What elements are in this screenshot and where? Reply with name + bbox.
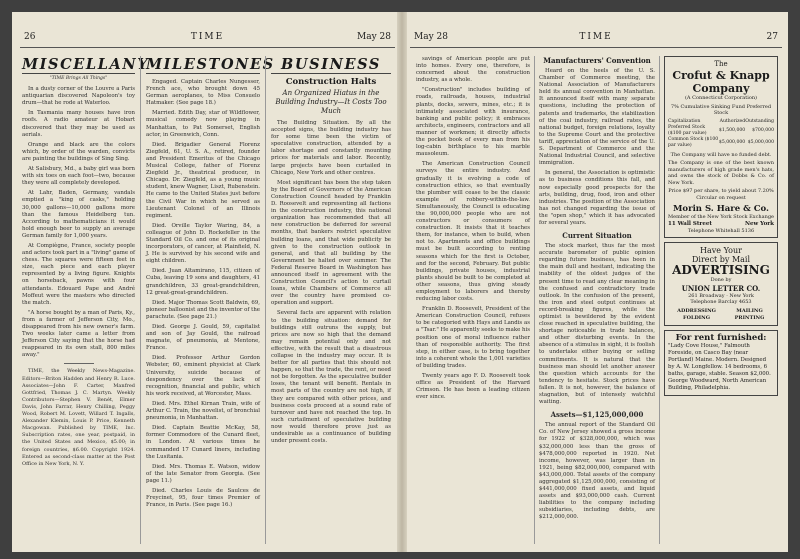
column-rule — [534, 56, 535, 544]
running-head — [20, 32, 395, 46]
table-cell: $5,000,000 — [747, 139, 774, 145]
business-column — [271, 56, 391, 546]
staff-box: TIME, the Weekly News-Magazine. Editors—Briton Hadden and Henry R. Luce. Associates—John F. Carter, Manfred Gottfried, Thomas J. C. Martyn. Weekly Contributors—Stephen V. Benét, Elmer Davis, John Farrar, Henry Chilling, Peggy Wood, Robert M. Lovett, Willard T. Ingalls, Alexander Klemin, Louis P. Price, Kenneth Macgowan. Published by TIME, Inc. Subscription rates, one year, postpaid, in the United States and Mexico, $5.00; in foreign countries, $6.00. Copyright 1924. Entered as second-class matter at the Post Office in New York, N. Y. — [22, 368, 135, 467]
article-paragraph: The Building Situation. By all the accepted signs, the building industry has for some time been the victim of speculative construction, attended by a labor shortage and constantly mounting prices for materials and labor. Recently, large projects have been curtailed in Chicago, New York and other centres. — [271, 120, 391, 176]
business-news-column — [539, 56, 655, 546]
article-paragraph: Orange and black are the colors which, by order of the warden, convicts are painting the buildings of Sing Sing. — [22, 141, 135, 162]
article-paragraph: Heard on the heels of the U. S. Chamber of Commerce meeting, the National Association of Manufacturers held its annual convention in Manhattan. It announced itself with many separate questions, including the protection of patents and trademarks, the stabilization of the coal industry, railroad rates, the national budget, foreign relations, loyalty to the Supreme Court and the protective tariff, appreciation of the service of the U. S. Department of Commerce and the National Industrial Council, and selective immigration. — [539, 68, 655, 167]
article-paragraph: Several facts are apparent with relation to the building situation: demand for buildings still outruns the supply, but prices are now so high that the demand may remain potential only and not effective, with the result that a disastrous collapse in the industry may occur. It is better for all parties that this should not happen, so that the trade, the rent, or need not be forgotten. As the speculative builder loses, the tenant will benefit. Rentals in most parts of the country are not high, if they are compared with other prices, and business costs proceed at a sound rate of turnover and have not reached the top. In such curtailment of speculative building now would therefore prove just as undesirable as a continuance of building under present costs. — [271, 310, 391, 445]
column-rule — [659, 56, 660, 544]
milestones-column — [146, 56, 275, 546]
ad-line: "Lady Cove House," Falmouth Foreside, on Casco Bay (near Portland) Maine. Modern. Designed by A. W. Longfellow. 14 bedrooms, 6 baths, garage, stable. Season $2,000. George Woodward, North American Building, Philadelphia. — [668, 342, 771, 391]
column-rule — [265, 56, 266, 544]
article-headline: Construction Halts — [285, 77, 377, 87]
header-rule — [20, 47, 395, 48]
table-cell: $1,500,000 — [718, 127, 746, 133]
ad-services — [668, 308, 774, 322]
article-paragraph: In general, the Association is optimistic as to business conditions this fall, and now especially good prospects for the arts, building, drug, food, iron and other industries. The position of the Association has not changed regarding the issue of the "open shop," which it has advocated for several years. — [539, 170, 655, 226]
construction-continued-column — [416, 56, 530, 546]
left-page — [20, 12, 395, 552]
table-cell: $5,000,000 — [718, 139, 746, 145]
running-title: TIME — [190, 32, 225, 42]
dept-tagline: "TIME Brings All Things" — [49, 76, 108, 81]
ad-service: MAILING PRINTING — [734, 307, 765, 321]
table-cell: Preferred Stock ($100 par value) — [668, 124, 707, 136]
page-number: 27 — [766, 32, 778, 42]
milestone-entry: Died. Charles Louis de Saulces de Freycinet, 95, four times Premier of France, in Paris. (See page 16.) — [146, 487, 260, 509]
milestone-entry: Died. Brigadier General Florenz Ziegfeld, 61, U. S. A., retired, founder and President Emeritus of the Chicago Musical College, father of Florenz Ziegfeld Jr., theatrical producer, in Chicago. Dr. Ziegfeld, as a young music student, knew Wagner, Liszt, Rubenstein. He came to the United States just before the Civil War in which he served as Lieutenant Colonel of an Illinois regiment. — [146, 141, 260, 219]
ad-line: Done by — [710, 277, 732, 284]
ad-line: The Company is one of the best known manufacturers of high grade men's hats, and owns the stock of Dobbs & Co. of New York. — [668, 160, 774, 186]
article-paragraph: "A horse bought by a man of Paris, Ky., from a farmer of Jefferson City, Mo., disappeared from his new owner's farm. Two weeks later came a letter from Jefferson City saying that the horse had reappeared in its own stall, 800 miles away." — [22, 309, 135, 359]
running-head — [410, 32, 782, 46]
ad-line: Circular on request — [696, 194, 746, 201]
ad-address: 261 Broadway · New York — [688, 292, 754, 299]
dept-heading-business: BUSINESS — [271, 56, 391, 74]
ad-address-line — [668, 221, 774, 228]
ad-line: 7% Cumulative Sinking Fund Preferred Stock — [670, 103, 772, 116]
article-paragraph: At Salisbury, Md., a baby girl was born with six toes on each foot—two, because they were all completely developed. — [22, 166, 135, 187]
crofut-knapp-ad — [664, 56, 778, 238]
milestone-entry: Died. George J. Gould, 59, capitalist and son of Jay Gould, the railroad magnate, of pneumonia, at Mentone, France. — [146, 324, 260, 352]
running-title: TIME — [579, 32, 613, 42]
header-rule — [410, 47, 782, 48]
article-paragraph: In a dusty corner of the Louvre a Paris antiquarian discovered Napoleon's toy drum—that he rode at Waterloo. — [22, 86, 135, 107]
ad-address: 11 Wall Street — [668, 220, 712, 227]
ad-line: Member of the New York Stock Exchange — [668, 214, 774, 220]
article-paragraph: The stock market, thus far the most accurate barometer of public opinion regarding future business, has been in the main dull and hesitant, indicating the inability of the oldest judges of the present time to read any clear meaning in the confused and contradictory trade outlook. In the confusion of the present, the iron and steel output continues at record-breaking figures, while the optimist is bewildered by the evident close reached in speculative building, the shortage noticeable in trade balances, and other disturbing events. In the absence of a stimulus in sight, it is foolish to undertake either buying or selling commitments. It is natural that the business man should let another answer the question which accounts for the tendency to hesitate. Stock prices have fallen. It is not, however, the balance of stagnation, but of intensely watchful waiting. — [539, 243, 655, 406]
milestone-entry: Died. Professor Arthur Gordon Webster, 60, eminent physicist at Clark University, suicide because of despondency over the lack of recognition, financial and public, which his work received, at Worcester, Mass. — [146, 355, 260, 397]
table-cell: Common Stock ($100 par value) — [668, 136, 719, 148]
union-letter-ad — [664, 242, 778, 326]
ad-company-name: Crofut & Knapp Company — [672, 69, 770, 95]
article-paragraph: "Construction" includes building of roads, railroads, houses, industrial plants, docks, sewers, mines, etc.; it is intimately associated with insurance, banking and public policy; it embraces architects, engineers, contractors and all manner of workmen; it directly affects the pocket book of every man from his log-cabin birthplace to his marble mausoleum. — [416, 87, 530, 158]
column-rule — [140, 56, 141, 544]
ad-line: The Company will have no funded debt. — [670, 151, 772, 158]
issue-date: May 28 — [357, 32, 391, 42]
advertisement-column — [664, 56, 778, 546]
milestone-entry: Engaged. Captain Charles Nungesser, French ace, who brought down 45 German aeroplanes, to Miss Consuelo Hatmaker. (See page 18.) — [146, 79, 260, 107]
ad-line: Telephone Whitehall 5136 — [687, 227, 755, 234]
article-paragraph: The American Construction Council surveys the entire industry. And gradually it is evolving a code of construction ethics, so that eventually the plumber will cease to be the classic example of robbery-within-the-law. Simultaneously, the Council is educating the 90,000,000 people who are not constructors or consumers of construction. It insists that it teaches them, for instance, when to build, when not to. Apartments and office buildings must be built according to renting seasons which for the first is October, and for the second, February. But public buildings, private houses, industrial plants should be built to be completed at other seasons, thus giving steady employment to laborers and thereby reducing labor costs. — [416, 161, 530, 303]
article-paragraph: Most significant has been the step taken by the Board of Governors of the American Construction Council headed by Franklin D. Roosevelt and representing all factions in the construction industry, this national organization has recommended that all new construction be deferred for several months, that bankers restrict speculative building loans, and that wide publicity be given to the construction outlook in general, and that all building by the Government be halted over summer. The Federal Reserve Board in Washington has announced itself in agreement with the Construction Council's action to curtail loans, while Chambers of Commerce all over the country have promised co-operation and support. — [271, 179, 391, 307]
section-heading: Current Situation — [562, 231, 632, 241]
dept-heading-miscellany: MISCELLANY — [22, 56, 150, 73]
for-rent-ad — [664, 330, 778, 396]
article-paragraph: savings of American people are put into homes. Every one, therefore, is concerned about the construction industry, as a whole. — [416, 56, 530, 84]
article-paragraph: The annual report of the Standard Oil Co. of New Jersey showed a gross income for 1922 of $328,000,000, which was $32,000,000 less than the gross of $478,000,000 reported in 1920. Net income, however, was larger than in 1921, being $82,000,000, compared with $43,000,000. Total assets of the company aggregated $1,125,000,000, consisting of $441,000,000 fixed assets, and liquid assets and $93,000,000 cash. Current liabilities to the company including subsidiaries, including debts, are $212,000,000. — [539, 422, 655, 521]
ad-firm-name: Morin S. Hare & Co. — [673, 204, 769, 214]
milestone-entry: Died. Juan Altamirano, 115, citizen of Cuba, leaving 19 sons and daughters, 41 grandchildren, 33 great-grandchildren, 12 great-great-grandchildren. — [146, 268, 260, 296]
table-header: Capitalization — [668, 118, 701, 124]
article-paragraph: At Compiègne, France, society people and actors took part in a "living" game of chess. The squares were fifteen feet in size, each piece and each player represented by a living figure. Knights on horseback, pawns with four attendants. Edouard Pape and André Moffeut were the masters who directed the match. — [22, 242, 135, 306]
table-cell: $700,000 — [752, 127, 774, 133]
article-paragraph: At Lahr, Baden, Germany, vandals emptied a "king of casks," holding 30,000 gallons—10,000 gallons more than the famous Heidelberg tun. According to mathematicians it would hold enough beer to supply an average German family for 1,000 years. — [22, 190, 135, 239]
binding-gutter — [397, 12, 407, 552]
dept-heading-milestones: MILESTONES — [146, 56, 275, 73]
miscellany-column — [22, 56, 150, 546]
ad-line: (A Connecticut Corporation) — [684, 95, 757, 101]
ad-line: Have Your — [700, 246, 742, 256]
magazine-spread — [12, 12, 788, 552]
article-subhead: An Organized Hiatus in the Building Industry—It Costs Too Much — [275, 89, 387, 115]
ad-line: Telephone Barclay 4653 — [690, 299, 752, 306]
table-header: Outstanding — [745, 118, 774, 124]
capitalization-table — [668, 119, 774, 149]
milestone-entry: Married. Edith Day, star of Wildflower, musical comedy now playing in Manhattan, to Pat Somerset, English actor, in Greenwich, Conn. — [146, 110, 260, 138]
right-page — [410, 12, 782, 552]
table-header: Authorized — [719, 118, 746, 124]
article-headline: Manufacturers' Convention — [543, 56, 651, 65]
ad-line: The — [714, 60, 728, 68]
milestone-entry: Died. Mrs. Thomas E. Watson, widow of the late Senator from Georgia. (See page 11.) — [146, 463, 260, 484]
milestone-entry: Died. Captain Beattie McKay, 58, former Commodore of the Cunard fleet, in London. At various times he commanded 17 Cunard liners, including the Lusitania. — [146, 425, 260, 460]
article-paragraph: In Tasmania many houses have iron roofs. A radio amateur at Hobart discovered that they may be used as aerials. — [22, 110, 135, 138]
ad-line: Price $97 per share, to yield about 7.20% — [668, 188, 774, 194]
ad-headline: For rent furnished: — [675, 332, 767, 343]
ad-line: Direct by Mail — [691, 255, 751, 265]
ad-headline: ADVERTISING — [672, 263, 770, 278]
separator — [64, 363, 94, 364]
section-heading: Assets—$1,125,000,000 — [550, 410, 644, 420]
ad-firm-name: UNION LETTER CO. — [681, 283, 761, 293]
issue-date: May 28 — [414, 32, 448, 42]
milestone-entry: Died. Major Thomas Scott Baldwin, 69, pioneer balloonist and the inventor of the parachute. (See page 21.) — [146, 299, 260, 320]
milestone-entry: Died. Orville Taylor Waring, 84, a colleague of John D. Rockefeller in the Standard Oil Co. and one of its original incorporators, of cancer, at Plainfield, N. J. He is survived by his second wife and eight children. — [146, 222, 260, 265]
article-paragraph: Twenty years ago F. D. Roosevelt took office as President of the Harvard Crimson. He has been a leading citizen ever since. — [416, 373, 530, 401]
milestone-entry: Died. Mrs. Ethel Kirnan Train, wife of Arthur C. Train, the novelist, of bronchial pneumonia, in Manhattan. — [146, 400, 260, 422]
ad-service: ADDRESSING FOLDING — [677, 307, 716, 321]
ad-city: New York — [744, 220, 774, 227]
page-number: 26 — [24, 32, 36, 42]
article-paragraph: Franklin D. Roosevelt, President of the American Construction Council, refuses to be categoried with Hays and Landis as a "Tsar." He apparently seeks to make his position one of moral influence rather than of responsible authority. The first step, in either case, is to bring together into a coherent whole the 1,001 varieties of building trades. — [416, 306, 530, 369]
